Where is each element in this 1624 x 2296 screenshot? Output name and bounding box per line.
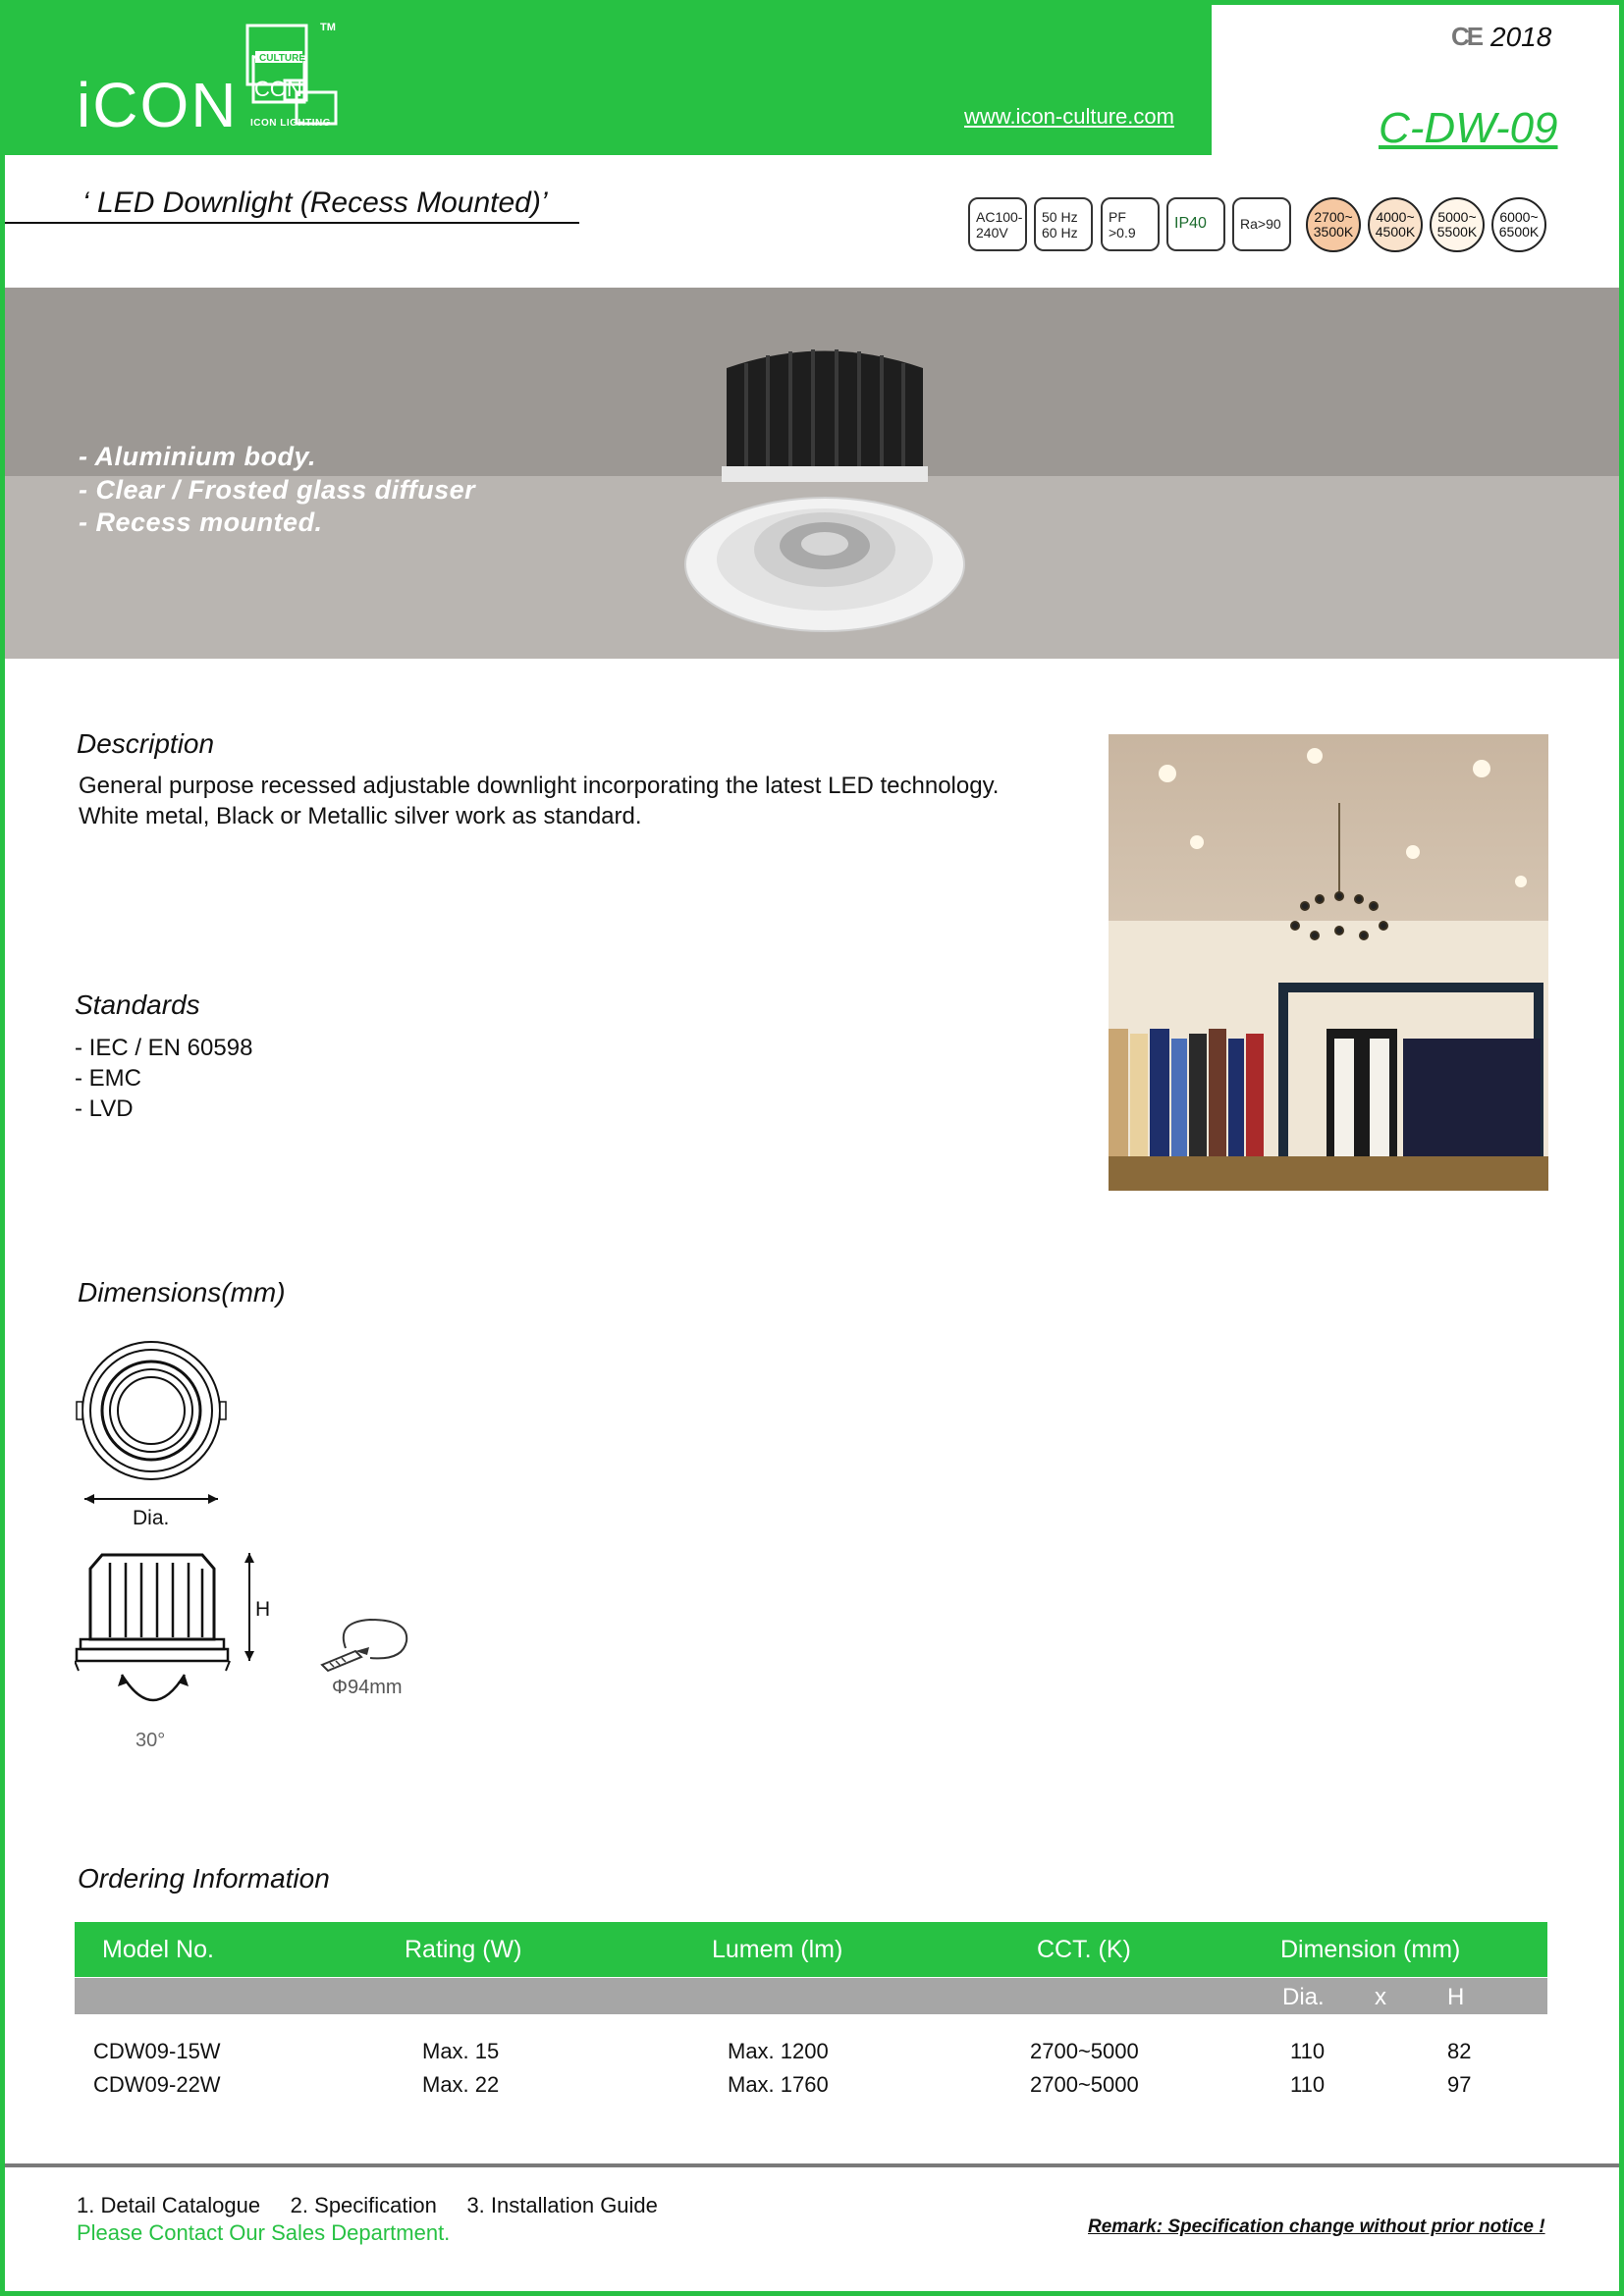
side-view-drawing-icon — [75, 1549, 271, 1745]
description-heading: Description — [77, 728, 215, 759]
height-label: H — [255, 1598, 271, 1621]
standard-item: - LVD — [75, 1095, 134, 1122]
col-lumen: Lumem (lm) — [712, 1936, 843, 1963]
product-code: C-DW-09 — [1379, 104, 1558, 152]
spec-badge-cri: Ra>90 — [1232, 197, 1291, 251]
logo-mark-icon — [245, 22, 344, 130]
feature-item: - Clear / Frosted glass diffuser — [79, 475, 476, 505]
product-title: ‘ LED Downlight (Recess Mounted)’ — [82, 187, 548, 219]
catalog-year: 2018 — [1490, 22, 1552, 52]
title-underline — [5, 222, 579, 224]
footer-divider — [5, 2163, 1619, 2167]
logo-subtitle: ICON LIGHTING — [250, 118, 332, 129]
footer-remark: Remark: Specification change without prior notice ! — [1088, 2216, 1545, 2237]
col-rating: Rating (W) — [405, 1936, 522, 1963]
dia-label: Dia. — [133, 1507, 170, 1529]
top-view-drawing-icon — [75, 1335, 232, 1512]
subcol-h: H — [1447, 1984, 1465, 2010]
website-link[interactable]: www.icon-culture.com — [964, 104, 1174, 129]
footer-contact: Please Contact Our Sales Department. — [77, 2220, 451, 2245]
ce-mark: CE — [1451, 22, 1482, 51]
col-model: Model No. — [102, 1936, 214, 1963]
logo-mark-top: CULTURE — [259, 53, 306, 64]
spec-badge-frequency: 50 Hz 60 Hz — [1034, 197, 1093, 251]
footer-document-links: 1. Detail Catalogue 2. Specification 3. Installation Guide — [77, 2193, 658, 2217]
cct-badge-5000: 5000~ 5500K — [1430, 197, 1485, 252]
feature-item: - Aluminium body. — [79, 442, 316, 471]
trademark: TM — [320, 22, 336, 33]
spec-badge-power-factor: PF >0.9 — [1101, 197, 1160, 251]
application-photo — [1109, 734, 1548, 1191]
standard-item: - IEC / EN 60598 — [75, 1035, 253, 1061]
logo-text: iCON — [77, 70, 239, 140]
logo-mark-mid: CON — [254, 77, 302, 101]
feature-item: - Recess mounted. — [79, 507, 323, 537]
spec-badge-ip-rating: IP40 — [1166, 197, 1225, 251]
cct-badge-2700: 2700~ 3500K — [1306, 197, 1361, 252]
standard-item: - EMC — [75, 1065, 141, 1092]
description-line: White metal, Black or Metallic silver work as standard. — [79, 803, 642, 829]
beam-angle-label: 30° — [135, 1730, 166, 1751]
ordering-table-subheader — [75, 1978, 1547, 2014]
spec-badge-voltage: AC100- 240V — [968, 197, 1027, 251]
svg-text:i: i — [251, 52, 255, 68]
cutout-label: Φ94mm — [332, 1677, 403, 1698]
col-cct: CCT. (K) — [1037, 1936, 1131, 1963]
description-line: General purpose recessed adjustable downlight incorporating the latest LED technology. — [79, 773, 1000, 799]
downlight-product-image — [677, 314, 972, 638]
cct-badge-4000: 4000~ 4500K — [1368, 197, 1423, 252]
standards-heading: Standards — [75, 989, 200, 1020]
subcol-dia: Dia. — [1282, 1984, 1325, 2010]
cutout-drawing-icon — [316, 1614, 414, 1673]
col-dimension: Dimension (mm) — [1280, 1936, 1461, 1963]
cct-badge-6000: 6000~ 6500K — [1491, 197, 1546, 252]
dimensions-heading: Dimensions(mm) — [78, 1277, 286, 1308]
ordering-heading: Ordering Information — [78, 1863, 330, 1894]
subcol-x: x — [1375, 1984, 1386, 2010]
